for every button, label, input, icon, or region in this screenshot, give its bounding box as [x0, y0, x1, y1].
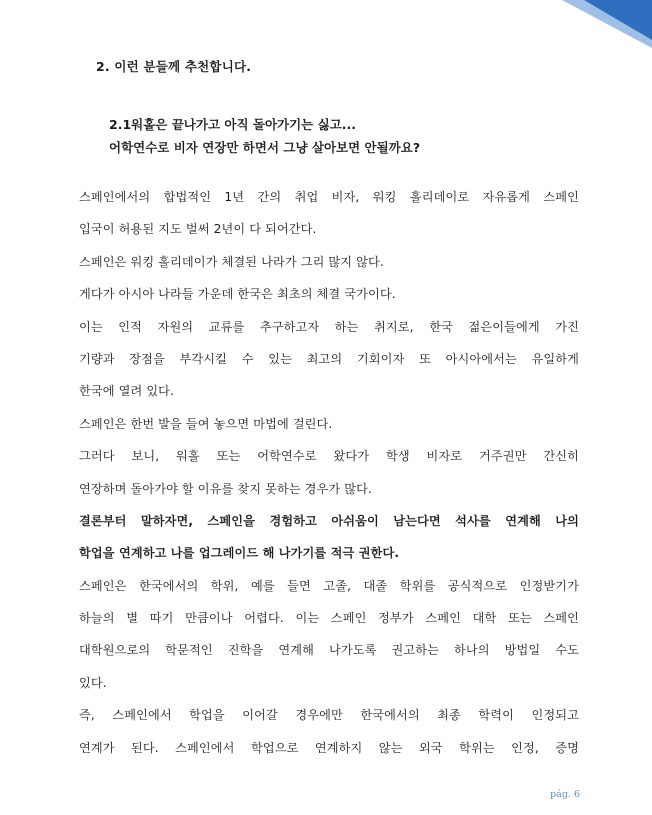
body-line: 연계가 된다. 스페인에서 학업으로 연계하지 않는 외국 학위는 인정, 증명	[79, 740, 579, 755]
body-line: 있다.	[79, 675, 107, 690]
body-line: 그러다 보니, 워홀 또는 어학연수로 왔다가 학생 비자로 거주권만 간신히	[79, 449, 579, 464]
body-line: 하늘의 별 따기 만큼이나 어렵다. 이는 스페인 정부가 스페인 대학 또는 스페인	[79, 611, 579, 626]
body-text	[79, 181, 579, 764]
subsection-title	[109, 113, 420, 159]
corner-decoration	[562, 0, 652, 48]
section-title: 2. 이런 분들께 추천합니다.	[96, 59, 252, 74]
body-line: 연장하며 돌아가야 할 이유를 찾지 못하는 경우가 많다.	[79, 481, 373, 496]
subsection-title-line: 2.1워홀은 끝나가고 아직 돌아가기는 싫고...	[109, 117, 356, 132]
body-line: 입국이 허용된 지도 벌써 2년이 다 되어간다.	[79, 222, 317, 237]
body-line: 스페인은 한국에서의 학위, 예를 들면 고졸, 대졸 학위를 공식적으로 인정받기가	[79, 578, 579, 593]
body-line: 대학원으로의 학문적인 진학을 연계해 나가도록 권고하는 하나의 방법일 수도	[79, 643, 579, 658]
body-line: 기량과 장점을 부각시킬 수 있는 최고의 기회이자 또 아시아에서는 유일하게	[79, 351, 579, 366]
body-line: 즉, 스페인에서 학업을 이어갈 경우에만 한국에서의 최종 학력이 인정되고	[79, 708, 579, 723]
body-line: 게다가 아시아 나라들 가운데 한국은 최초의 체결 국가이다.	[79, 287, 396, 302]
page-number: pág. 6	[550, 789, 580, 800]
body-line: 이는 인적 자원의 교류를 추구하고자 하는 취지로, 한국 젊은이들에게 가진	[79, 319, 579, 334]
body-line: 학업을 연계하고 나를 업그레이드 해 나가기를 적극 권한다.	[79, 546, 400, 561]
subsection-title-line: 어학연수로 비자 연장만 하면서 그냥 살아보면 안될까요?	[109, 140, 421, 155]
body-line: 한국에 열려 있다.	[79, 384, 175, 399]
body-line: 스페인은 워킹 홀리데이가 체결된 나라가 그리 많지 않다.	[79, 254, 384, 269]
body-line: 결론부터 말하자면, 스페인을 경험하고 아쉬움이 남는다면 석사를 연계해 나의	[79, 513, 579, 528]
body-line: 스페인은 한번 발을 들여 놓으면 마법에 걸린다.	[79, 416, 333, 431]
body-line: 스페인에서의 합법적인 1년 간의 취업 비자, 워킹 홀리데이로 자유롭게 스페인	[79, 190, 579, 204]
